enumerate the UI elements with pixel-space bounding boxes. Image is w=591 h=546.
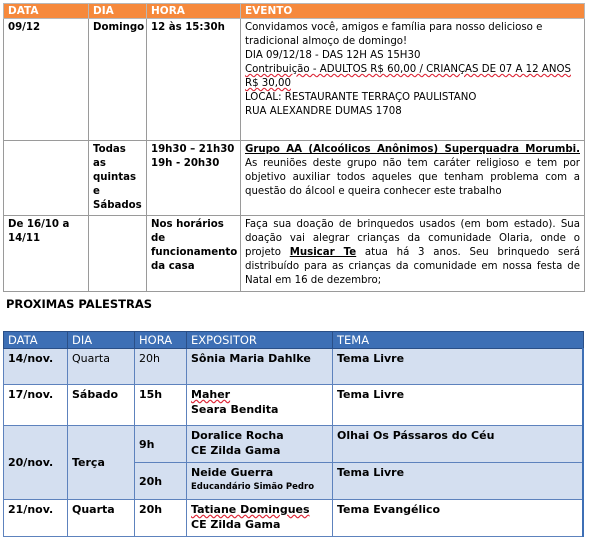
event-time [147,141,241,216]
event-day: Domingo [89,19,147,141]
event-title: Grupo AA (Alcoólicos Anônimos) Superquadra Morumbi. [245,144,580,155]
lecture-speaker [187,385,333,426]
event-time-line: 19h30 – 21h30 [151,144,235,155]
events-header-row [4,4,585,19]
lecture-speaker: Sônia Maria Dahlke [187,349,333,385]
events-header-evento: EVENTO [241,4,585,19]
event-date: 09/12 [4,19,89,141]
table-row [4,19,585,141]
lecture-time: 20h [135,463,187,500]
lecture-speaker-center: Seara Bendita [191,403,279,416]
lecture-time: 20h [135,500,187,537]
event-day: Todas as quintas e Sábados [89,141,147,216]
lecture-theme: Tema Livre [333,385,584,426]
lecture-speaker-center: CE Zilda Gama [191,444,281,457]
lecture-theme: Tema Evangélico [333,500,584,537]
events-header-hora: HORA [147,4,241,19]
table-row [4,349,584,385]
lecture-day: Sábado [68,385,135,426]
event-day [89,216,147,292]
event-time-line: 12 às 15:30h [151,22,225,33]
table-row [4,141,585,216]
table-row [4,385,584,426]
table-row [4,500,584,537]
event-description [241,19,585,141]
event-text: As reuniões deste grupo não tem caráter religioso e tem por objetivo auxiliar todos aqueles que tenham problema com a questão do álcool e queira conhecer este trabalho [245,158,580,197]
event-project-name: Musicar Te [289,247,357,258]
lecture-speaker-name: Neide Guerra [191,466,274,479]
lecture-day: Quarta [68,349,135,385]
lectures-header-hora: HORA [135,332,187,349]
lecture-date: 21/nov. [4,500,68,537]
lecture-speaker-name: Doralice Rocha [191,429,284,442]
lecture-speaker-name: Tatiane Domingues [191,503,310,516]
lecture-speaker-name: Maher [191,388,231,401]
lecture-date: 14/nov. [4,349,68,385]
lecture-time: 20h [135,349,187,385]
event-text: Faça sua doação de brinquedos usados (em bom estado). Sua doação vai alegrar crianças da comunidade Olaria, onde o projeto [245,219,580,258]
event-line: Contribuição - ADULTOS R$ 60,00 / CRIANÇAS DE 07 A 12 ANOS R$ 30,00 [245,64,571,89]
event-date [4,141,89,216]
event-description [241,141,585,216]
lecture-speaker [187,500,333,537]
lecture-theme: Tema Livre [333,463,584,500]
lecture-speaker [187,426,333,463]
lecture-speaker [187,463,333,500]
lectures-header-data: DATA [4,332,68,349]
lectures-header-dia: DIA [68,332,135,349]
event-date: De 16/10 a 14/11 [4,216,89,292]
event-line: LOCAL: RESTAURANTE TERRAÇO PAULISTANO [245,92,477,103]
lecture-speaker-center: CE Zilda Gama [191,518,281,531]
lecture-theme: Tema Livre [333,349,584,385]
event-line: DIA 09/12/18 - DAS 12H AS 15H30 [245,50,421,61]
event-line: Convidamos você, amigos e família para nosso delicioso e tradicional almoço de domingo! [245,22,543,47]
lectures-header-expositor: EXPOSITOR [187,332,333,349]
event-text: atua há 3 anos. Seu brinquedo será distribuído para as crianças da comunidade em nossa festa de Natal em 16 de dezembro; [245,247,581,286]
lecture-time: 15h [135,385,187,426]
table-row [4,216,585,292]
event-line: RUA ALEXANDRE DUMAS 1708 [245,106,402,117]
events-header-dia: DIA [89,4,147,19]
event-description [241,216,585,292]
events-header-data: DATA [4,4,89,19]
lecture-date: 17/nov. [4,385,68,426]
lecture-speaker-center: Educandário Simão Pedro [191,482,315,492]
lecture-theme: Olhai Os Pássaros do Céu [333,426,584,463]
section-title: PROXIMAS PALESTRAS [6,297,153,311]
event-time [147,19,241,141]
lectures-table [3,331,584,537]
lectures-header-row [4,332,584,349]
event-time-line: 19h - 20h30 [151,158,220,169]
lecture-day: Terça [68,426,135,500]
lecture-time: 9h [135,426,187,463]
events-table [3,3,585,292]
event-time: Nos horários de funcionamento da casa [147,216,241,292]
lecture-date: 20/nov. [4,426,68,500]
table-row [4,426,584,463]
lectures-header-tema: TEMA [333,332,584,349]
lecture-day: Quarta [68,500,135,537]
